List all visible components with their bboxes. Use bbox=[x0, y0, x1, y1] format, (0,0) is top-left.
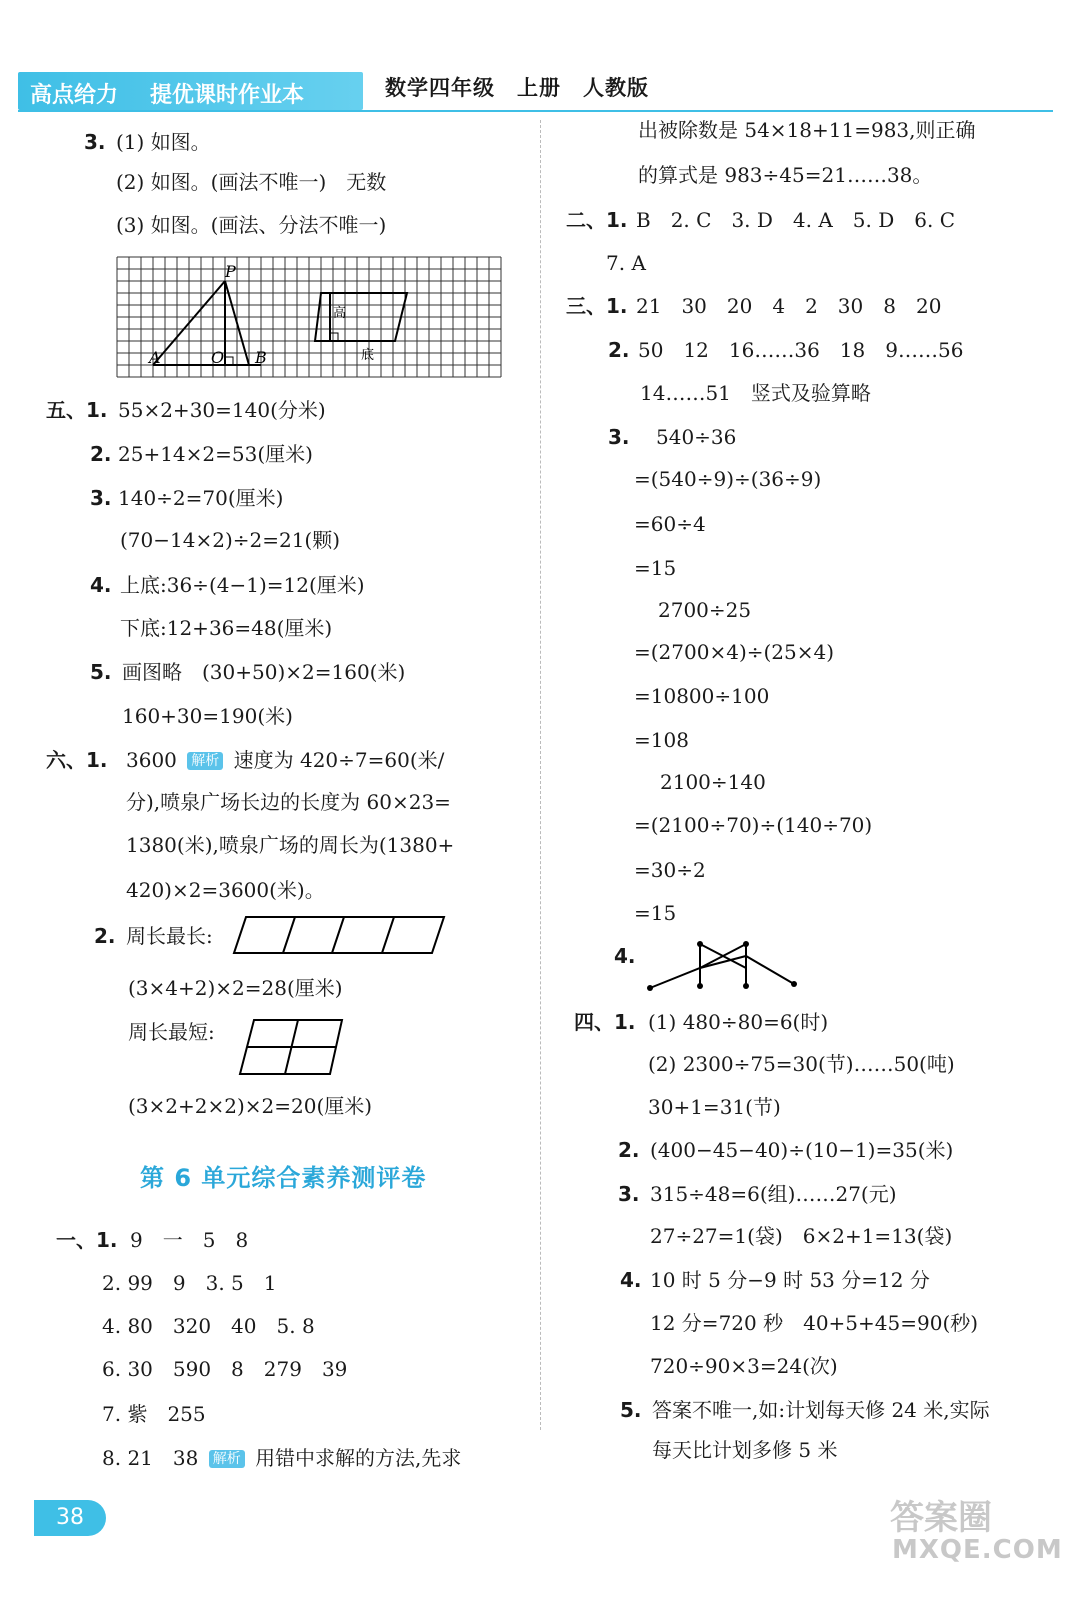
s5-5b: 160+30=190(米) bbox=[122, 704, 293, 728]
line-matching-figure bbox=[644, 938, 800, 992]
shortest-perimeter-figure bbox=[234, 1017, 346, 1077]
header-rule bbox=[18, 110, 1053, 112]
calc-1: 540÷36 bbox=[656, 425, 737, 449]
q3-part3: (3) 如图。(画法、分法不唯一) bbox=[116, 213, 387, 237]
header-title: 数学四年级 上册 人教版 bbox=[385, 76, 649, 100]
longest-perimeter-figure bbox=[232, 915, 448, 957]
calc-4: =15 bbox=[634, 556, 677, 580]
u1-1: 9 一 5 8 bbox=[130, 1228, 249, 1252]
analysis-tag: 解析 bbox=[187, 752, 223, 770]
u1-8-text: 用错中求解的方法,先求 bbox=[255, 1446, 462, 1470]
label-base: 底 bbox=[361, 348, 375, 363]
s5-3a: 140÷2=70(厘米) bbox=[118, 486, 284, 510]
calc-3: =60÷4 bbox=[634, 512, 706, 536]
column-divider bbox=[540, 120, 541, 1430]
s6-1-text-c: 1380(米),喷泉广场的周长为(1380+ bbox=[126, 833, 455, 857]
r-line2: 的算式是 983÷45=21……38。 bbox=[638, 163, 933, 187]
label-b: B bbox=[255, 348, 267, 367]
s4-3-number: 3. bbox=[618, 1182, 640, 1206]
calc-5: 2700÷25 bbox=[658, 598, 752, 622]
s3-2-number: 2. bbox=[608, 338, 630, 362]
calc-7: =10800÷100 bbox=[634, 684, 770, 708]
s4-2: (400−45−40)÷(10−1)=35(米) bbox=[650, 1138, 954, 1162]
s4-1b: (2) 2300÷75=30(节)……50(吨) bbox=[648, 1052, 955, 1076]
s4-4b: 12 分=720 秒 40+5+45=90(秒) bbox=[650, 1311, 979, 1335]
s4-5a: 答案不唯一,如:计划每天修 24 米,实际 bbox=[652, 1398, 990, 1422]
s3-3-number: 3. bbox=[608, 425, 630, 449]
s4-3a: 315÷48=6(组)……27(元) bbox=[650, 1182, 897, 1206]
label-a: A bbox=[149, 348, 161, 367]
s3-2b: 14……51 竖式及验算略 bbox=[640, 381, 871, 405]
s2-answers: B 2. C 3. D 4. A 5. D 6. C bbox=[636, 208, 956, 232]
calc-6: =(2700×4)÷(25×4) bbox=[634, 640, 835, 664]
s5-2: 25+14×2=53(厘米) bbox=[118, 442, 313, 466]
calc-10: =(2100÷70)÷(140÷70) bbox=[634, 813, 873, 837]
s4-4c: 720÷90×3=24(次) bbox=[650, 1354, 838, 1378]
u1-4: 4. 80 320 40 5. 8 bbox=[102, 1314, 315, 1338]
label-p: P bbox=[225, 262, 236, 281]
r-line1: 出被除数是 54×18+11=983,则正确 bbox=[638, 118, 976, 142]
u1-8-answer: 8. 21 38 bbox=[102, 1446, 199, 1470]
s5-2-number: 2. bbox=[90, 442, 112, 466]
u1-8 bbox=[102, 1448, 461, 1468]
s5-5-number: 5. bbox=[90, 660, 112, 684]
s2-heading: 二、1. bbox=[566, 208, 628, 232]
analysis-tag-2: 解析 bbox=[209, 1450, 245, 1468]
s5-5a: 画图略 (30+50)×2=160(米) bbox=[122, 660, 406, 684]
watermark-bottom: MXQE.COM bbox=[892, 1535, 1063, 1565]
s4-5b: 每天比计划多修 5 米 bbox=[652, 1438, 838, 1462]
s4-4a: 10 时 5 分−9 时 53 分=12 分 bbox=[650, 1268, 930, 1292]
u1-heading: 一、1. bbox=[56, 1228, 118, 1252]
s5-3-number: 3. bbox=[90, 486, 112, 510]
q3-number: 3. bbox=[84, 130, 106, 154]
grid-figure bbox=[115, 255, 503, 381]
header-series: 提优课时作业本 bbox=[150, 83, 305, 108]
s3-4-number: 4. bbox=[614, 944, 636, 968]
s5-4b: 下底:12+36=48(厘米) bbox=[120, 616, 333, 640]
watermark-top: 答案圈 bbox=[890, 1498, 992, 1538]
s2-7: 7. A bbox=[606, 251, 646, 275]
s4-heading: 四、1. bbox=[574, 1010, 636, 1034]
q3-part1: (1) 如图。 bbox=[116, 130, 211, 154]
s3-2a: 50 12 16……36 18 9……56 bbox=[638, 338, 964, 362]
s4-3b: 27÷27=1(袋) 6×2+1=13(袋) bbox=[650, 1224, 953, 1248]
s5-3b: (70−14×2)÷2=21(颗) bbox=[120, 528, 341, 552]
s5-heading: 五、1. bbox=[46, 398, 108, 422]
s5-4a: 上底:36÷(4−1)=12(厘米) bbox=[120, 573, 365, 597]
s6-2-longest-label: 周长最长: bbox=[126, 924, 213, 948]
label-o: O bbox=[211, 348, 225, 367]
s4-4-number: 4. bbox=[620, 1268, 642, 1292]
s6-1-line1 bbox=[126, 750, 444, 770]
s5-1: 55×2+30=140(分米) bbox=[118, 398, 326, 422]
s4-5-number: 5. bbox=[620, 1398, 642, 1422]
calc-2: =(540÷9)÷(36÷9) bbox=[634, 467, 822, 491]
s6-1-text-a: 速度为 420÷7=60(米/ bbox=[233, 748, 445, 772]
section-title: 第 6 单元综合素养测评卷 bbox=[140, 1164, 427, 1192]
s4-2-number: 2. bbox=[618, 1138, 640, 1162]
label-height: 高 bbox=[333, 306, 347, 321]
page-number: 38 bbox=[34, 1500, 106, 1536]
s3-heading: 三、1. bbox=[566, 294, 628, 318]
u1-6: 6. 30 590 8 279 39 bbox=[102, 1357, 348, 1381]
s6-1-answer: 3600 bbox=[126, 748, 177, 772]
s4-1c: 30+1=31(节) bbox=[648, 1095, 781, 1119]
s6-heading: 六、1. bbox=[46, 748, 108, 772]
q3-part2: (2) 如图。(画法不唯一) 无数 bbox=[116, 170, 387, 194]
calc-12: =15 bbox=[634, 901, 677, 925]
s6-2-longest-calc: (3×4+2)×2=28(厘米) bbox=[128, 976, 343, 1000]
u1-2: 2. 99 9 3. 5 1 bbox=[102, 1271, 277, 1295]
u1-7: 7. 紫 255 bbox=[102, 1402, 206, 1426]
s6-2-shortest-label: 周长最短: bbox=[128, 1020, 215, 1044]
calc-9: 2100÷140 bbox=[660, 770, 766, 794]
s4-1a: (1) 480÷80=6(时) bbox=[648, 1010, 829, 1034]
calc-11: =30÷2 bbox=[634, 858, 706, 882]
calc-8: =108 bbox=[634, 728, 689, 752]
s6-1-text-d: 420)×2=3600(米)。 bbox=[126, 878, 325, 902]
s6-2-shortest-calc: (3×2+2×2)×2=20(厘米) bbox=[128, 1094, 373, 1118]
s3-1: 21 30 20 4 2 30 8 20 bbox=[636, 294, 942, 318]
s6-2-number: 2. bbox=[94, 924, 116, 948]
header-brand: 高点给力 bbox=[30, 83, 119, 108]
s5-4-number: 4. bbox=[90, 573, 112, 597]
s6-1-text-b: 分),喷泉广场长边的长度为 60×23= bbox=[126, 790, 451, 814]
